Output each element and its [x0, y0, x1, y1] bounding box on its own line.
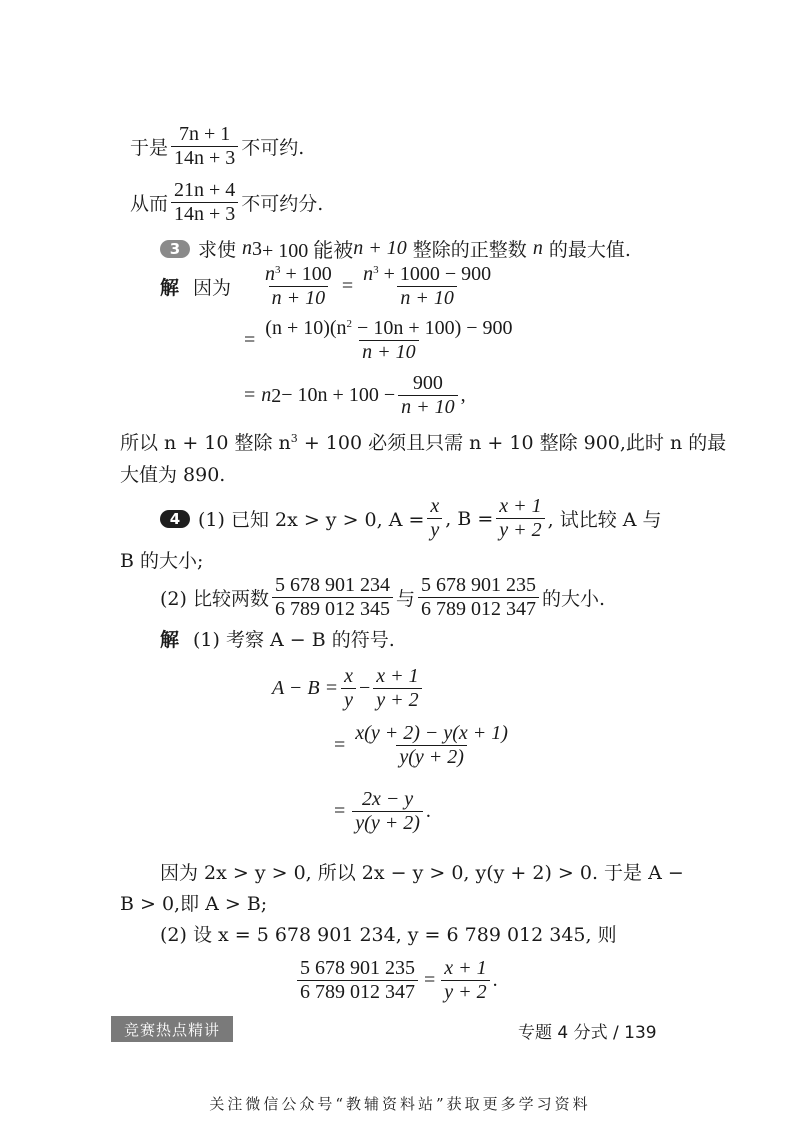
- fraction: [441, 958, 489, 1003]
- denominator: 6 789 012 347: [418, 597, 539, 620]
- text: 于是: [130, 137, 169, 159]
- denominator: y: [341, 688, 356, 711]
- example-4-final-equation: [294, 958, 498, 1003]
- math: (n + 10)(n: [265, 317, 347, 339]
- exponent: 3: [290, 432, 298, 445]
- text: 因为 2x > y > 0, 所以 2x − y > 0, y(y + 2) > 0. 于是 A −: [160, 862, 684, 884]
- numerator: 5 678 901 235: [420, 574, 536, 596]
- denominator: y(y + 2): [352, 811, 423, 834]
- fraction: [427, 496, 442, 541]
- series-tag: 竞赛热点精讲: [111, 1016, 233, 1042]
- example-4-solution-intro: [160, 625, 395, 652]
- denominator: y + 2: [441, 980, 489, 1003]
- numerator: x + 1: [376, 665, 419, 687]
- denominator: n + 10: [269, 286, 329, 309]
- text: 大值为 890.: [120, 464, 226, 486]
- text: B 的大小;: [120, 550, 204, 572]
- numerator: x + 1: [499, 495, 542, 517]
- line-irreducible-2: [130, 180, 323, 225]
- example-badge: 4: [160, 510, 190, 528]
- math: n: [242, 237, 253, 259]
- equals: =: [334, 734, 346, 756]
- text: (1) 已知 2x > y > 0, A =: [198, 509, 425, 531]
- math: + 1000 − 900: [378, 263, 492, 285]
- denominator: y + 2: [373, 688, 421, 711]
- example-4-since-line2: [120, 889, 267, 916]
- fraction: [418, 575, 539, 620]
- numerator: 5 678 901 235: [300, 957, 415, 979]
- numerator: x: [344, 665, 353, 687]
- watermark-note: 关注微信公众号“教辅资料站”获取更多学习资料: [209, 1095, 591, 1113]
- denominator: 6 789 012 347: [297, 980, 418, 1003]
- line-irreducible-1: [130, 124, 304, 169]
- text: 的大小.: [541, 588, 606, 610]
- math: + 100 能被: [262, 240, 354, 262]
- example-4-derivation-step3: [334, 789, 431, 834]
- exponent: 2: [346, 318, 353, 330]
- example-3-solution-step2: [244, 318, 519, 363]
- text: , 试比较 A 与: [547, 509, 662, 531]
- equals: =: [334, 800, 346, 822]
- fraction: [341, 666, 356, 711]
- example-3-conclusion-line1: [120, 428, 726, 455]
- equals: =: [424, 969, 436, 991]
- math: n + 10: [353, 237, 407, 259]
- denominator: y + 2: [496, 518, 544, 541]
- exponent: 3: [373, 264, 379, 276]
- numerator: x + 1: [444, 957, 487, 979]
- fraction: [496, 496, 544, 541]
- denominator: y: [427, 518, 442, 541]
- text: (1) 考察 A − B 的符号.: [193, 629, 395, 651]
- text: B > 0,即 A > B;: [120, 893, 268, 915]
- math: n: [532, 237, 543, 259]
- equals: =: [341, 275, 354, 297]
- denominator: 14n + 3: [171, 146, 238, 169]
- numerator: 900: [412, 372, 443, 394]
- fraction: [297, 958, 418, 1003]
- punctuation: ,: [460, 384, 466, 406]
- example-4-since-line1: [160, 858, 684, 885]
- numerator: 5 678 901 234: [274, 574, 390, 596]
- math: + 100: [280, 263, 332, 285]
- text: 所以 n + 10 整除 n: [120, 432, 291, 454]
- equals: =: [244, 384, 256, 406]
- denominator: 14n + 3: [171, 202, 238, 225]
- fraction: [352, 789, 423, 834]
- example-3-solution-step1: [160, 264, 497, 309]
- text: 不可约.: [241, 137, 305, 159]
- text: 整除的正整数: [412, 239, 527, 261]
- example-3-problem: 3 求使 n 3 + 100 能被 n + 10 整除的正整数 n 的最大值.: [160, 234, 631, 263]
- math: − 10n + 100 −: [281, 384, 396, 406]
- numerator: 2x − y: [361, 788, 414, 810]
- fraction: [272, 575, 393, 620]
- math: n: [363, 263, 374, 285]
- page-footer-chapter: 专题 4 分式 / 139: [518, 1023, 657, 1043]
- fraction: [352, 723, 511, 768]
- text: (2) 设 x = 5 678 901 234, y = 6 789 012 345, 则: [160, 924, 617, 946]
- solution-label: 解: [160, 277, 180, 299]
- fraction: [171, 180, 238, 225]
- example-4-part2-setup: [160, 920, 617, 947]
- text: 不可约分.: [241, 193, 324, 215]
- math: − 10n + 100) − 900: [352, 317, 513, 339]
- numerator: x(y + 2) − y(x + 1): [355, 722, 508, 744]
- math: A − B =: [272, 677, 339, 699]
- text: 求使: [198, 239, 237, 261]
- fraction: [262, 264, 335, 309]
- equals: =: [244, 329, 256, 351]
- text: , B =: [445, 507, 494, 530]
- example-4-part1-cont: [120, 546, 203, 573]
- fraction: [398, 373, 458, 418]
- denominator: 6 789 012 345: [272, 597, 393, 620]
- fraction: [373, 666, 421, 711]
- numerator: 7n + 1: [179, 123, 231, 145]
- numerator: x: [430, 495, 440, 517]
- text: 与: [395, 588, 415, 610]
- example-4-part1: [160, 496, 662, 541]
- punctuation: .: [425, 800, 431, 822]
- numerator: 21n + 4: [174, 179, 236, 201]
- math: n: [261, 384, 272, 406]
- text: (2) 比较两数: [160, 588, 269, 610]
- text: + 100 必须且只需 n + 10 整除 900,此时 n 的最: [297, 432, 727, 454]
- example-4-derivation-step2: [334, 723, 514, 768]
- text: 从而: [130, 193, 169, 215]
- minus: −: [358, 677, 371, 699]
- example-3-solution-step3: = n 2 − 10n + 100 − $\frac{900}{n + 10}$ ,: [244, 372, 466, 418]
- punctuation: .: [492, 969, 498, 991]
- example-badge: 3: [160, 240, 190, 258]
- text: 的最大值.: [548, 239, 631, 261]
- denominator: n + 10: [397, 286, 457, 309]
- denominator: n + 10: [398, 395, 458, 418]
- fraction: [262, 318, 515, 363]
- solution-label: 解: [160, 629, 180, 651]
- text: 因为: [193, 277, 232, 299]
- example-4-part2: [160, 575, 605, 620]
- denominator: y(y + 2): [396, 745, 467, 768]
- exponent: 3: [275, 264, 281, 276]
- example-4-derivation-step1: [272, 666, 425, 711]
- example-3-conclusion-line2: [120, 460, 225, 487]
- denominator: n + 10: [359, 340, 419, 363]
- fraction: [360, 264, 494, 309]
- math: n: [265, 263, 276, 285]
- fraction: [171, 124, 238, 169]
